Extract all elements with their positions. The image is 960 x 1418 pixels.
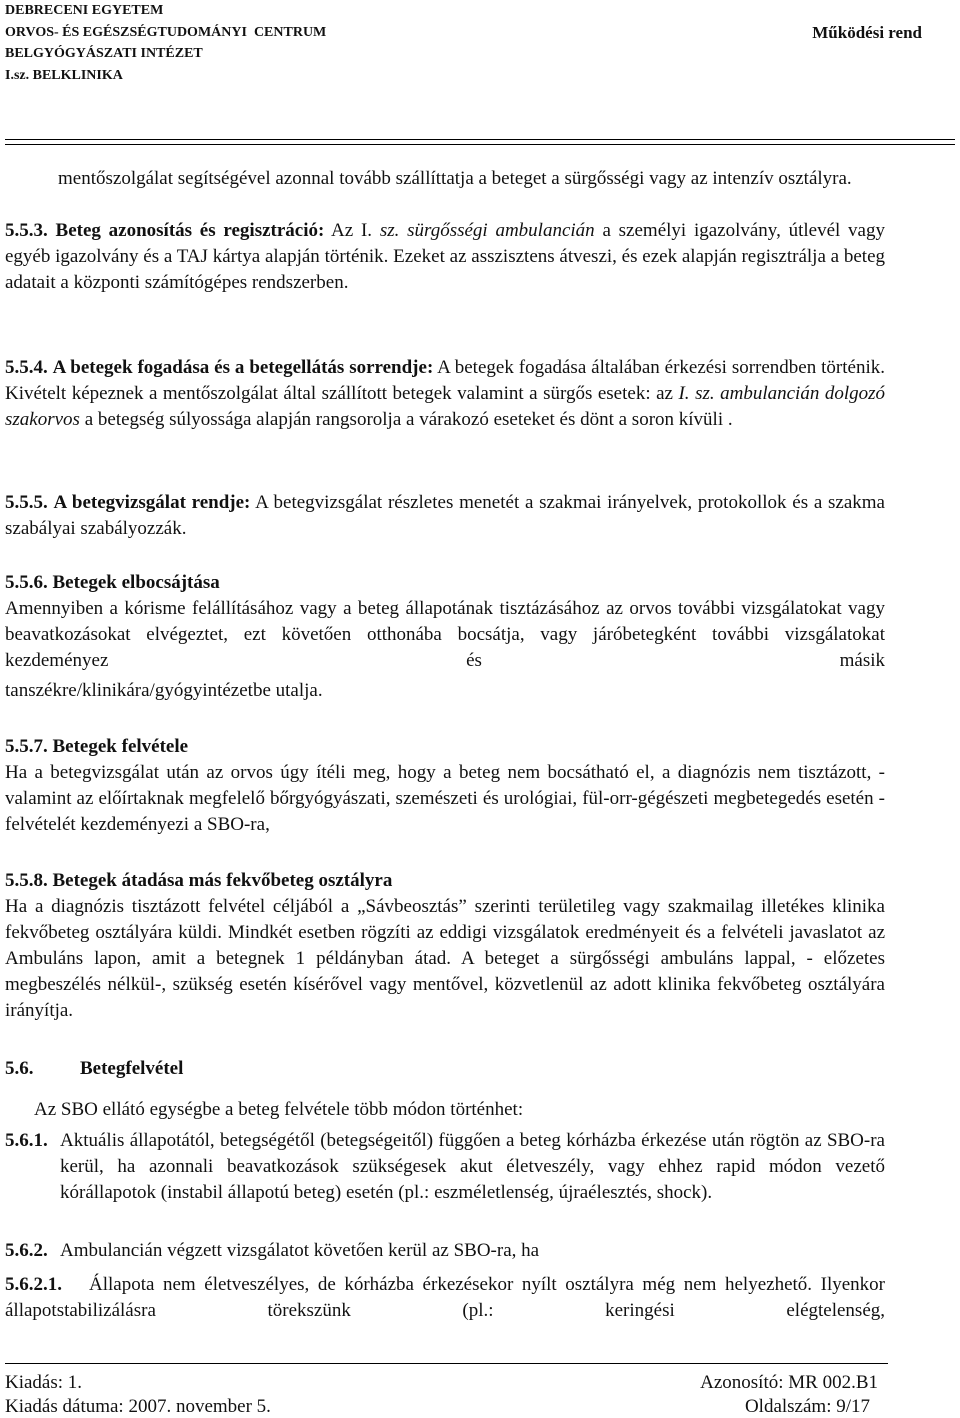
footer-identifier: Azonosító: MR 002.B1: [700, 1372, 878, 1393]
section-5-6-2-1-body: Állapota nem életveszélyes, de kórházba érkezésekor nyílt osztályra még nem helyezhető. Ilyenkor állapotstabilizálásra törekszünk (pl.: keringési elégtelenség,: [5, 1274, 885, 1321]
section-5-6-2-body: Ambulancián végzett vizsgálatot követően kerül az SBO-ra, ha: [60, 1240, 540, 1261]
section-5-5-5: [5, 490, 885, 542]
section-text-italic: I. sz. ambulancián dolgozó szakorvos: [5, 383, 886, 430]
intro-paragraph: mentőszolgálat segítségével azonnal tovább szállíttatja a beteget a sürgősségi vagy az intenzív osztályra.: [58, 168, 852, 189]
section-text: A betegek fogadása általában érkezési sorrendben történik. Kivételt képeznek a mentőszolgálat által szállított betegek valamint a sürgős esetek: az: [5, 357, 885, 404]
section-title: Beteg azonosítás és regisztráció:: [55, 220, 325, 241]
footer-rule: [5, 1363, 888, 1364]
section-text-rest: a betegség súlyossága alapján rangsorolja a várakozó eseteket és dönt a soron kívüli .: [79, 409, 733, 430]
header-line-institute: BELGYÓGYÁSZATI INTÉZET: [5, 46, 203, 61]
section-text: Az I.: [331, 220, 380, 241]
footer-edition: Kiadás: 1.: [5, 1372, 83, 1393]
header-line-centre: ORVOS- ÉS EGÉSZSÉGTUDOMÁNYI CENTRUM: [5, 24, 327, 40]
institution-header: [5, 0, 326, 86]
section-5-6-intro: Az SBO ellátó egységbe a beteg felvétele több módon történhet:: [34, 1099, 524, 1120]
header-rule-double: [5, 144, 955, 145]
section-5-5-7-body: Ha a betegvizsgálat után az orvos úgy ítéli meg, hogy a beteg nem bocsátható el, a diagnózis nem tisztázott, - valamint az előírtaknak megfelelő bőrgyógyászati, szemészeti és urológiai, fül-orr-gégészeti megbetegedés esetén - felvételét kezdeményezi a SBO-ra,: [5, 762, 885, 835]
header-line-clinic: I.sz. BELKLINIKA: [5, 67, 123, 83]
section-5-6-2-1-number: 5.6.2.1.: [5, 1274, 62, 1295]
section-5-5-8-body: Ha a diagnózis tisztázott felvétel céljából a „Sávbeosztás” szerinti területileg vagy szakmailag illetékes klinika fekvőbeteg osztályára küldi. Mindkét esetben rögzíti az eddigi vizsgálatok eredményeit és a felvételi javaslatot az Ambuláns lapon, amit a betegnek 1 példányban átad. A beteget a sürgősségi ambuláns lappal, - előzetes megbeszélés nélkül-, szükség esetén kísérővel vagy mentővel, közvetlenül az adott klinika fekvőbeteg osztályára irányítja.: [5, 896, 885, 1021]
section-number: 5.5.5.: [5, 492, 48, 513]
section-5-5-7-heading: 5.5.7. Betegek felvétele: [5, 736, 189, 757]
footer-page-number: Oldalszám: 9/17: [744, 1396, 870, 1417]
section-5-6-1-body: Aktuális állapotától, betegségétől (betegségeitől) függően a beteg kórházba érkezése után rögtön az SBO-ra kerül, ha azonnali beavatkozások szükségesek akut életveszély, vagy ehhez rapid módon vezető kórállapotok (instabil állapotú beteg) esetén (pl.: eszméletlenség, újraélesztés, shock).: [60, 1130, 885, 1203]
header-rule: [5, 139, 955, 140]
section-5-5-8-heading: 5.5.8. Betegek átadása más fekvőbeteg osztályra: [5, 870, 393, 891]
section-5-6-2-number: 5.6.2.: [5, 1240, 48, 1261]
section-5-6-1-number: 5.6.1.: [5, 1130, 48, 1151]
footer-edition-date: Kiadás dátuma: 2007. november 5.: [5, 1396, 271, 1417]
section-5-5-6-body-end: tanszékre/klinikára/gyógyintézetbe utalja.: [5, 680, 323, 701]
section-title: A betegek fogadása és a betegellátás sorrendje:: [52, 357, 434, 378]
section-number: 5.5.4.: [5, 357, 48, 378]
section-5-5-6-heading: 5.5.6. Betegek elbocsájtása: [5, 572, 220, 593]
header-line-university: DEBRECENI EGYETEM: [5, 3, 164, 18]
section-5-5-4: [5, 355, 885, 433]
section-text-rest: a személyi igazolvány, útlevél vagy egyéb igazolvány és a TAJ kártya alapján történik. Ezeket az asszisztens átveszi, és ezek alapján regisztrálja a beteg adatait a központi számítógépes rendszerben.: [5, 220, 885, 293]
section-title: A betegvizsgálat rendje:: [53, 492, 251, 513]
section-5-5-3: [5, 218, 885, 296]
section-text: A betegvizsgálat részletes menetét a szakmai irányelvek, protokollok és a szakma szabályai szabályozzák.: [5, 492, 885, 539]
section-5-6-number: 5.6.: [5, 1058, 34, 1079]
document-type: Működési rend: [812, 23, 922, 42]
section-5-5-6-body: Amennyiben a kórisme felállításához vagy a beteg állapotának tisztázásához az orvos további vizsgálatokat vagy beavatkozásokat elvégeztet, ezt követően otthonába bocsátja, vagy járóbetegként további vizsgálatokat kezdeményez és másik: [5, 598, 885, 671]
section-text-italic: sz. sürgősségi ambulancián: [379, 220, 595, 241]
section-5-6-title: Betegfelvétel: [80, 1058, 184, 1079]
section-number: 5.5.3.: [5, 220, 48, 241]
